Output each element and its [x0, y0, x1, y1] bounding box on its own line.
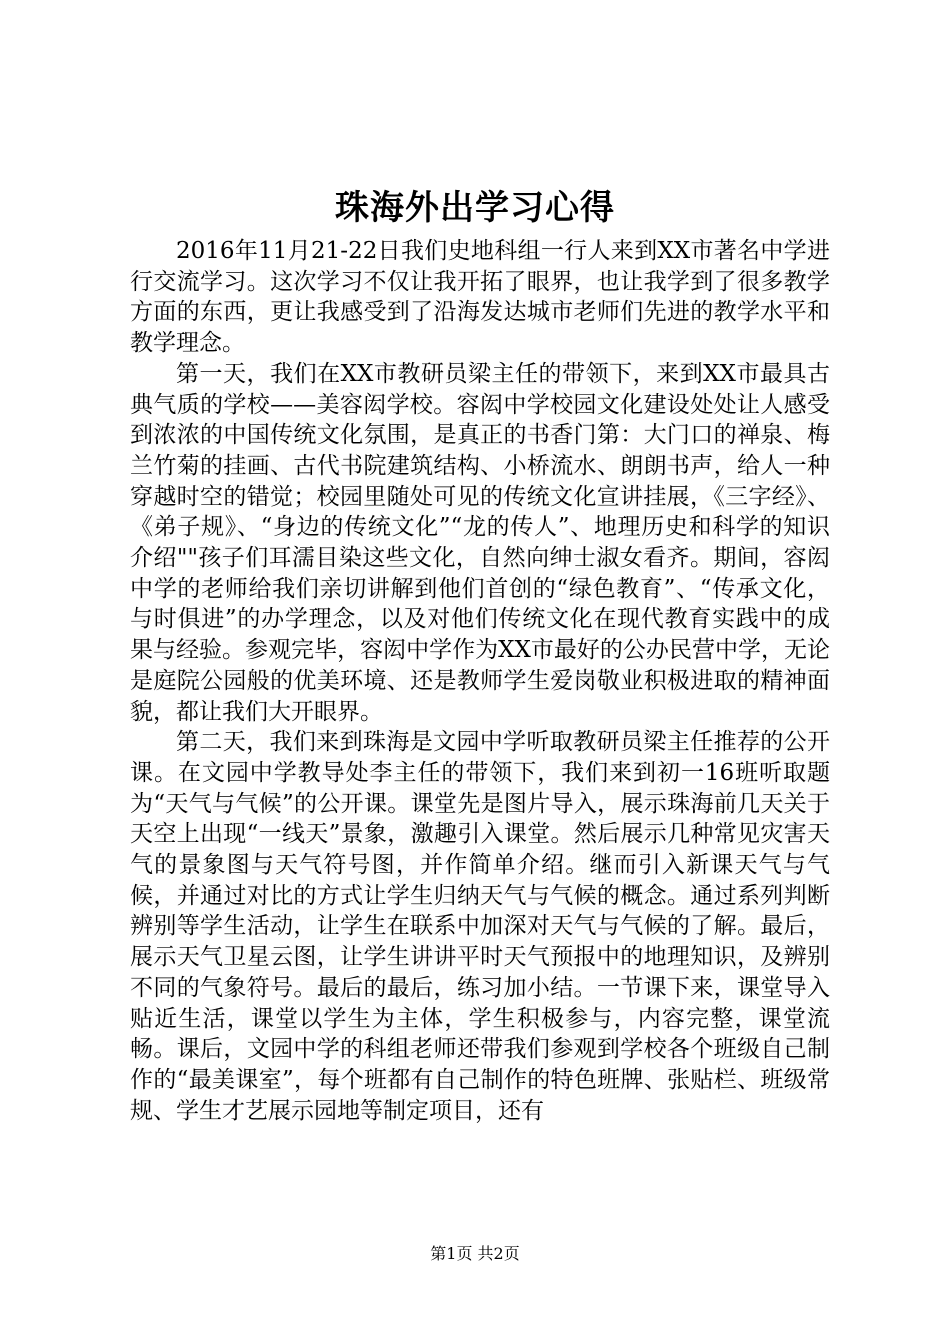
paragraph-day-one: 第一天，我们在XX市教研员梁主任的带领下，来到XX市最具古典气质的学校——美容闳学校。容闳中学校园文化建设处处让人感受到浓浓的中国传统文化氛围，是真正的书香门第：大门口的禅泉、梅兰竹菊的挂画、古代书院建筑结构、小桥流水、朗朗书声，给人一种穿越时空的错觉；校园里随处可见的传统文化宣讲挂展，《三字经》、《弟子规》、“身边的传统文化”“龙的传人”、地理历史和科学的知识介绍""孩子们耳濡目染这些文化，自然向绅士淑女看齐。期间，容闳中学的老师给我们亲切讲解到他们首创的“绿色教育”、“传承文化，与时俱进”的办学理念，以及对他们传统文化在现代教育实践中的成果与经验。参观完毕，容闳中学作为XX市最好的公办民营中学，无论是庭院公园般的优美环境、还是教师学生爱岗敬业积极进取的精神面貌，都让我们大开眼界。: [130, 360, 830, 725]
document-body: [130, 236, 830, 1126]
document-title: 珠海外出学习心得: [335, 188, 615, 228]
paragraph-intro: 2016年11月21-22日我们史地科组一行人来到XX市著名中学进行交流学习。这次学习不仅让我开拓了眼界，也让我学到了很多教学方面的东西，更让我感受到了沿海发达城市老师们先进的教学水平和教学理念。: [130, 238, 830, 357]
page-footer: 第1页 共2页: [430, 1244, 520, 1263]
paragraph-day-two: 第二天，我们来到珠海是文园中学听取教研员梁主任推荐的公开课。在文园中学教导处李主任的带领下，我们来到初一16班听取题为“天气与气候”的公开课。课堂先是图片导入，展示珠海前几天关于天空上出现“一线天”景象，激趣引入课堂。然后展示几种常见灾害天气的景象图与天气符号图，并作简单介绍。继而引入新课天气与气候，并通过对比的方式让学生归纳天气与气候的概念。通过系列判断辨别等学生活动，让学生在联系中加深对天气与气候的了解。最后，展示天气卫星云图，让学生讲讲平时天气预报中的地理知识，及辨别不同的气象符号。最后的最后，练习加小结。一节课下来，课堂导入贴近生活，课堂以学生为主体，学生积极参与，内容完整，课堂流畅。课后，文园中学的科组老师还带我们参观到学校各个班级自己制作的“最美课室”，每个班都有自己制作的特色班牌、张贴栏、班级常规、学生才艺展示园地等制定项目，还有: [130, 729, 830, 1124]
